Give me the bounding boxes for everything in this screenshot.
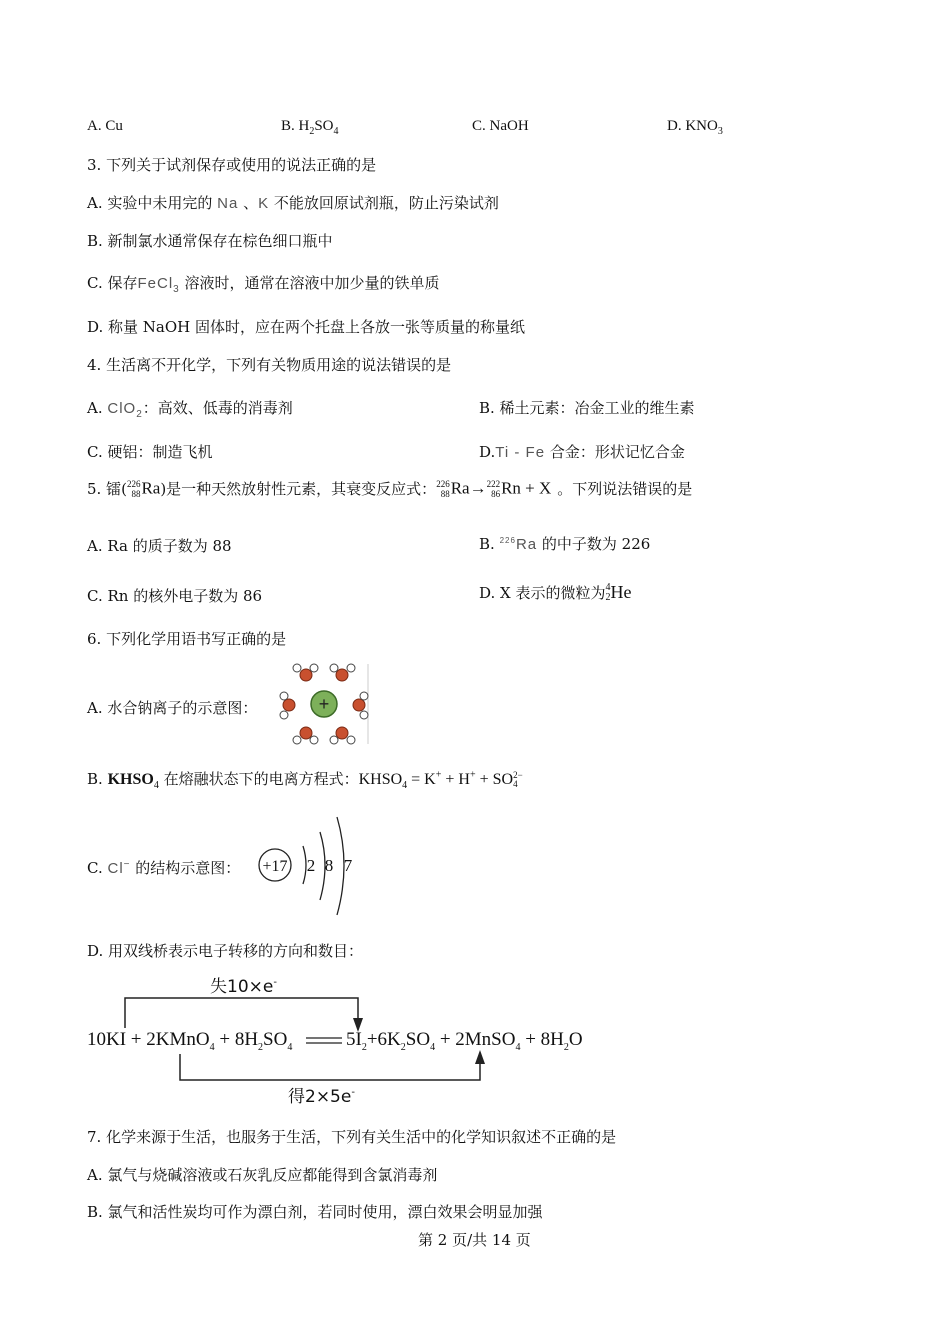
q6-option-d: D. 用双线桥表示电子转移的方向和数目： [87,942,364,960]
plus-sign: + [318,694,330,714]
q3-option-a: A. 实验中未用完的 Na 、K 不能放回原试剂瓶，防止污染试剂 [87,194,499,212]
q7-stem: 7. 化学来源于生活，也服务于生活，下列有关生活中的化学知识叙述不正确的是 [87,1128,617,1146]
q7-option-b: B. 氯气和活性炭均可作为漂白剂，若同时使用，漂白效果会明显加强 [87,1203,543,1221]
q2-option-c: C. NaOH [472,118,529,134]
q4-option-d: D.Ti - Fe 合金：形状记忆合金 [479,443,685,461]
q4-option-c: C. 硬铝：制造飞机 [87,443,213,461]
q3-option-b: B. 新制氯水通常保存在棕色细口瓶中 [87,232,333,250]
q6-stem: 6. 下列化学用语书写正确的是 [87,630,287,648]
q4-option-b: B. 稀土元素：冶金工业的维生素 [479,399,695,417]
q2-option-a: A. Cu [87,118,123,134]
q6-option-b: B. $KHSO_4$ 在熔融状态下的电离方程式：$KHSO_4 = K^+ + H^+ + SO2-$ 4 [87,769,523,792]
q5-option-b: B. $^{226}$Ra 的中子数为 226 [479,535,651,553]
hydrated-sodium-ion-diagram [276,660,372,746]
q4-option-a: A. ClO$_2$：高效、低毒的消毒剂 [87,399,293,420]
q3-option-d: D. 称量 NaOH 固体时，应在两个托盘上各放一张等质量的称量纸 [87,318,526,336]
q5-option-c: C. Rn 的核外电子数为 86 [87,587,263,605]
shell-2-electrons: 8 [324,856,334,875]
q5-stem: 5. 镭(226 88Ra)是一种天然放射性元素，其衰变反应式：226 88Ra→222 86Rn + X 。下列说法错误的是 [87,478,693,499]
nucleus-charge: +17 [262,858,288,875]
q6-option-a: A. 水合钠离子的示意图： [87,699,258,717]
page-footer: 第 2 页/共 14 页 [418,1231,531,1249]
q7-option-a: A. 氯气与烧碱溶液或石灰乳反应都能得到含氯消毒剂 [87,1166,438,1184]
q5-option-a: A. Ra 的质子数为 88 [87,537,232,555]
redox-equation-right: $5I_2+6K_2SO_4$ + 2MnSO$_4$ + $8H_2O$ [346,1029,583,1053]
q2-option-b: B. $H_2SO_4$ [281,118,339,137]
q5-option-d: D. X 表示的微粒为4 2He [479,581,632,603]
shell-3-electrons: 7 [343,856,353,875]
q3-option-c: C. 保存FeCl$_3$ 溶液时，通常在溶液中加少量的铁单质 [87,274,440,295]
q3-stem: 3. 下列关于试剂保存或使用的说法正确的是 [87,156,377,174]
q6-option-c: C. Cl− 的结构示意图： [87,859,241,877]
q2-option-d: D. $KNO_3$ [667,118,723,137]
redox-equation-left: 10KI + 2KMnO$_4$ + $8H_2SO_4$ [87,1029,293,1053]
lose-electrons-label: 失10×e- [210,977,277,997]
gain-electrons-label: 得2×5e- [288,1087,355,1107]
shell-1-electrons: 2 [306,856,316,875]
chloride-ion-structure-diagram [255,812,365,922]
q4-stem: 4. 生活离不开化学，下列有关物质用途的说法错误的是 [87,356,452,374]
